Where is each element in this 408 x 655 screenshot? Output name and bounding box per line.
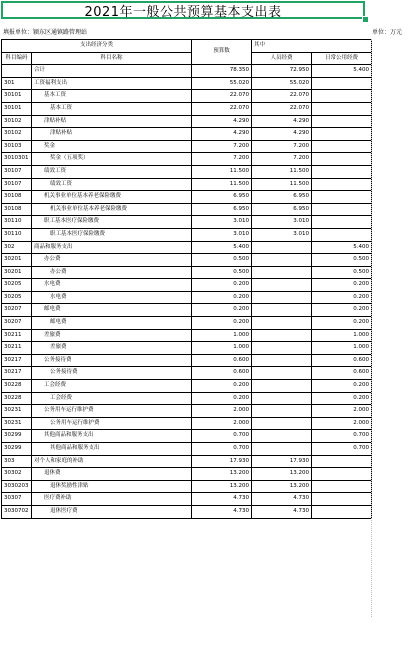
cell-code[interactable]: 3010301	[2, 153, 32, 166]
cell-name[interactable]: 退休奖励性津贴	[32, 480, 192, 493]
cell-budget[interactable]: 0.700	[192, 443, 252, 456]
table-body	[2, 65, 372, 518]
cell-personnel[interactable]	[252, 254, 312, 267]
table-row	[2, 279, 372, 292]
cell-public[interactable]	[312, 468, 372, 481]
cell-name[interactable]: 其他商品和服务支出	[32, 443, 192, 456]
cell-public[interactable]: 2.000	[312, 405, 372, 418]
cell-name[interactable]: 绩效工资	[32, 165, 192, 178]
cell-budget[interactable]: 0.700	[192, 430, 252, 443]
cell-personnel[interactable]: 3.010	[252, 216, 312, 229]
header-of-which[interactable]: 其中	[252, 40, 372, 53]
cell-budget[interactable]: 4.290	[192, 128, 252, 141]
table-row	[2, 380, 372, 393]
sheet-gridline	[371, 39, 372, 617]
cell-personnel[interactable]: 4.730	[252, 505, 312, 518]
cell-code[interactable]: 30228	[2, 380, 32, 393]
table-row	[2, 140, 372, 153]
fill-handle[interactable]	[362, 16, 369, 23]
cell-code[interactable]: 3030203	[2, 480, 32, 493]
cell-personnel[interactable]	[252, 304, 312, 317]
cell-personnel[interactable]	[252, 380, 312, 393]
cell-personnel[interactable]	[252, 405, 312, 418]
cell-budget[interactable]: 0.200	[192, 392, 252, 405]
cell-name[interactable]: 机关事业单位基本养老保险缴费	[32, 191, 192, 204]
cell-budget[interactable]: 78.350	[192, 65, 252, 78]
cell-code[interactable]: 30211	[2, 329, 32, 342]
cell-personnel[interactable]: 7.200	[252, 153, 312, 166]
cell-personnel[interactable]: 72.950	[252, 65, 312, 78]
cell-code[interactable]: 30302	[2, 468, 32, 481]
cell-code[interactable]: 30108	[2, 191, 32, 204]
cell-name[interactable]: 公务接待费	[32, 354, 192, 367]
table-row	[2, 468, 372, 481]
cell-personnel[interactable]	[252, 392, 312, 405]
cell-personnel[interactable]: 4.290	[252, 128, 312, 141]
table-row	[2, 128, 372, 141]
table-row	[2, 216, 372, 229]
cell-public[interactable]: 0.200	[312, 279, 372, 292]
cell-name[interactable]: 差旅费	[32, 342, 192, 355]
table-row	[2, 228, 372, 241]
cell-code[interactable]: 30101	[2, 90, 32, 103]
cell-code[interactable]: 302	[2, 241, 32, 254]
table-row	[2, 392, 372, 405]
cell-code[interactable]: 30205	[2, 291, 32, 304]
table-row	[2, 241, 372, 254]
cell-personnel[interactable]: 7.200	[252, 140, 312, 153]
cell-public[interactable]	[312, 203, 372, 216]
cell-public[interactable]	[312, 102, 372, 115]
cell-name[interactable]: 津贴补贴	[32, 115, 192, 128]
cell-personnel[interactable]: 6.950	[252, 191, 312, 204]
cell-budget[interactable]: 1.000	[192, 342, 252, 355]
cell-name[interactable]: 基本工资	[32, 90, 192, 103]
header-econ-class[interactable]: 支出经济分类	[2, 40, 192, 53]
table-row	[2, 317, 372, 330]
table-row	[2, 493, 372, 506]
cell-code[interactable]: 30108	[2, 203, 32, 216]
header-row-2	[2, 52, 372, 65]
table-row	[2, 115, 372, 128]
cell-name[interactable]: 津贴补贴	[32, 128, 192, 141]
cell-public[interactable]	[312, 455, 372, 468]
cell-budget[interactable]: 3.010	[192, 216, 252, 229]
cell-name[interactable]: 机关事业单位基本养老保险缴费	[32, 203, 192, 216]
cell-code[interactable]: 30228	[2, 392, 32, 405]
cell-public[interactable]	[312, 480, 372, 493]
cell-name[interactable]: 工会经费	[32, 380, 192, 393]
cell-budget[interactable]: 0.600	[192, 354, 252, 367]
cell-public[interactable]: 0.500	[312, 266, 372, 279]
cell-personnel[interactable]	[252, 367, 312, 380]
cell-name[interactable]: 邮电费	[32, 317, 192, 330]
cell-personnel[interactable]	[252, 266, 312, 279]
cell-name[interactable]: 奖金（五项奖）	[32, 153, 192, 166]
cell-budget[interactable]: 22.070	[192, 102, 252, 115]
cell-code[interactable]: 30217	[2, 367, 32, 380]
table-row	[2, 455, 372, 468]
cell-budget[interactable]: 0.200	[192, 279, 252, 292]
cell-public[interactable]: 2.000	[312, 417, 372, 430]
cell-public[interactable]: 1.000	[312, 342, 372, 355]
cell-name[interactable]: 商品和服务支出	[32, 241, 192, 254]
cell-budget[interactable]: 0.500	[192, 266, 252, 279]
cell-name[interactable]: 办公费	[32, 266, 192, 279]
budget-table	[1, 39, 372, 519]
cell-public[interactable]	[312, 493, 372, 506]
cell-public[interactable]: 5.400	[312, 241, 372, 254]
table-row	[2, 65, 372, 78]
cell-code[interactable]: 30201	[2, 254, 32, 267]
cell-budget[interactable]: 4.730	[192, 505, 252, 518]
cell-code[interactable]	[2, 65, 32, 78]
sheet-title: 2021年一般公共预算基本支出表	[84, 4, 282, 20]
cell-personnel[interactable]: 6.950	[252, 203, 312, 216]
cell-code[interactable]: 30231	[2, 405, 32, 418]
table-row	[2, 153, 372, 166]
table-row	[2, 254, 372, 267]
table-row	[2, 480, 372, 493]
table-row	[2, 291, 372, 304]
cell-personnel[interactable]: 4.730	[252, 493, 312, 506]
cell-budget[interactable]: 1.000	[192, 329, 252, 342]
cell-budget[interactable]: 0.200	[192, 317, 252, 330]
table-row	[2, 417, 372, 430]
cell-public[interactable]	[312, 191, 372, 204]
cell-name[interactable]: 邮电费	[32, 304, 192, 317]
cell-code[interactable]: 3030702	[2, 505, 32, 518]
cell-name[interactable]: 公务用车运行维护费	[32, 405, 192, 418]
cell-personnel[interactable]	[252, 417, 312, 430]
cell-name[interactable]: 公务接待费	[32, 367, 192, 380]
cell-code[interactable]: 30231	[2, 417, 32, 430]
cell-budget[interactable]: 7.200	[192, 153, 252, 166]
cell-personnel[interactable]	[252, 342, 312, 355]
table-row	[2, 102, 372, 115]
cell-personnel[interactable]: 11.500	[252, 178, 312, 191]
cell-budget[interactable]: 0.200	[192, 380, 252, 393]
cell-code[interactable]: 301	[2, 77, 32, 90]
cell-name[interactable]: 医疗费补助	[32, 493, 192, 506]
cell-code[interactable]: 30205	[2, 279, 32, 292]
table-row	[2, 354, 372, 367]
cell-budget[interactable]: 2.000	[192, 417, 252, 430]
cell-budget[interactable]: 0.500	[192, 254, 252, 267]
cell-code[interactable]: 30207	[2, 317, 32, 330]
cell-personnel[interactable]: 4.290	[252, 115, 312, 128]
cell-personnel[interactable]: 55.020	[252, 77, 312, 90]
header-personnel[interactable]: 人员经费	[252, 52, 312, 65]
cell-personnel[interactable]	[252, 317, 312, 330]
table-row	[2, 443, 372, 456]
cell-code[interactable]: 30110	[2, 228, 32, 241]
cell-personnel[interactable]: 17.930	[252, 455, 312, 468]
cell-name[interactable]: 水电费	[32, 291, 192, 304]
cell-public[interactable]	[312, 505, 372, 518]
header-code[interactable]: 科目编码	[2, 52, 32, 65]
cell-budget[interactable]: 7.200	[192, 140, 252, 153]
cell-name[interactable]: 其他商品和服务支出	[32, 430, 192, 443]
cell-personnel[interactable]	[252, 329, 312, 342]
cell-personnel[interactable]	[252, 241, 312, 254]
table-row	[2, 191, 372, 204]
cell-public[interactable]	[312, 77, 372, 90]
cell-public[interactable]: 0.200	[312, 291, 372, 304]
cell-public[interactable]: 0.200	[312, 380, 372, 393]
cell-public[interactable]: 0.200	[312, 392, 372, 405]
cell-code[interactable]: 30211	[2, 342, 32, 355]
cell-budget[interactable]: 13.200	[192, 468, 252, 481]
cell-personnel[interactable]	[252, 279, 312, 292]
cell-personnel[interactable]: 11.500	[252, 165, 312, 178]
cell-budget[interactable]: 13.200	[192, 480, 252, 493]
cell-budget[interactable]: 6.950	[192, 203, 252, 216]
cell-name[interactable]: 水电费	[32, 279, 192, 292]
cell-personnel[interactable]	[252, 443, 312, 456]
cell-name[interactable]: 职工基本医疗保险缴费	[32, 228, 192, 241]
cell-code[interactable]: 30217	[2, 354, 32, 367]
cell-public[interactable]: 0.600	[312, 367, 372, 380]
cell-name[interactable]: 公务用车运行维护费	[32, 417, 192, 430]
cell-code[interactable]: 30101	[2, 102, 32, 115]
table-row	[2, 203, 372, 216]
cell-name[interactable]: 基本工资	[32, 102, 192, 115]
table-row	[2, 505, 372, 518]
cell-budget[interactable]: 11.500	[192, 178, 252, 191]
cell-name[interactable]: 奖金	[32, 140, 192, 153]
cell-name[interactable]: 对个人和家庭的补助	[32, 455, 192, 468]
cell-budget[interactable]: 4.730	[192, 493, 252, 506]
cell-personnel[interactable]: 3.010	[252, 228, 312, 241]
cell-budget[interactable]: 4.290	[192, 115, 252, 128]
cell-public[interactable]: 0.700	[312, 443, 372, 456]
cell-personnel[interactable]	[252, 291, 312, 304]
cell-personnel[interactable]: 22.070	[252, 90, 312, 103]
cell-budget[interactable]: 3.010	[192, 228, 252, 241]
reporting-unit: 填报单位：颍东区通镇路管理站	[3, 29, 88, 36]
cell-name[interactable]: 退休费	[32, 468, 192, 481]
cell-public[interactable]	[312, 165, 372, 178]
cell-personnel[interactable]	[252, 430, 312, 443]
cell-personnel[interactable]: 22.070	[252, 102, 312, 115]
cell-personnel[interactable]: 13.200	[252, 468, 312, 481]
cell-code[interactable]: 30107	[2, 178, 32, 191]
cell-budget[interactable]: 0.200	[192, 304, 252, 317]
cell-personnel[interactable]	[252, 354, 312, 367]
cell-personnel[interactable]: 13.200	[252, 480, 312, 493]
table-row	[2, 342, 372, 355]
cell-code[interactable]: 30307	[2, 493, 32, 506]
cell-code[interactable]: 30102	[2, 115, 32, 128]
cell-code[interactable]: 30107	[2, 165, 32, 178]
table-row	[2, 367, 372, 380]
cell-public[interactable]: 0.600	[312, 354, 372, 367]
cell-public[interactable]	[312, 140, 372, 153]
cell-name[interactable]: 职工基本医疗保险缴费	[32, 216, 192, 229]
table-row	[2, 165, 372, 178]
cell-code[interactable]: 30207	[2, 304, 32, 317]
cell-public[interactable]	[312, 178, 372, 191]
cell-budget[interactable]: 0.600	[192, 367, 252, 380]
cell-public[interactable]: 0.200	[312, 317, 372, 330]
cell-public[interactable]	[312, 115, 372, 128]
table-row	[2, 178, 372, 191]
cell-public[interactable]: 0.200	[312, 304, 372, 317]
cell-name[interactable]: 合计	[32, 65, 192, 78]
cell-public[interactable]: 0.700	[312, 430, 372, 443]
cell-public[interactable]	[312, 228, 372, 241]
cell-code[interactable]: 30110	[2, 216, 32, 229]
table-row	[2, 329, 372, 342]
cell-code[interactable]: 30201	[2, 266, 32, 279]
cell-code[interactable]: 30299	[2, 443, 32, 456]
cell-public[interactable]: 1.000	[312, 329, 372, 342]
cell-budget[interactable]: 5.400	[192, 241, 252, 254]
sheet-title-cell[interactable]	[1, 1, 365, 19]
cell-budget[interactable]: 17.930	[192, 455, 252, 468]
cell-budget[interactable]: 6.950	[192, 191, 252, 204]
table-row	[2, 90, 372, 103]
currency-unit: 单位：万元	[371, 29, 402, 36]
table-row	[2, 405, 372, 418]
cell-name[interactable]: 绩效工资	[32, 178, 192, 191]
cell-budget[interactable]: 0.200	[192, 291, 252, 304]
cell-public[interactable]	[312, 153, 372, 166]
table-row	[2, 430, 372, 443]
cell-name[interactable]: 工资福利支出	[32, 77, 192, 90]
cell-name[interactable]: 退休医疗费	[32, 505, 192, 518]
cell-public[interactable]	[312, 216, 372, 229]
cell-public[interactable]	[312, 90, 372, 103]
cell-budget[interactable]: 55.020	[192, 77, 252, 90]
table-row	[2, 266, 372, 279]
cell-budget[interactable]: 2.000	[192, 405, 252, 418]
header-name[interactable]: 科目名称	[32, 52, 192, 65]
header-public[interactable]: 日常公用经费	[312, 52, 372, 65]
cell-name[interactable]: 差旅费	[32, 329, 192, 342]
cell-budget[interactable]: 11.500	[192, 165, 252, 178]
header-row-1	[2, 40, 372, 53]
table-row	[2, 304, 372, 317]
cell-name[interactable]: 办公费	[32, 254, 192, 267]
cell-name[interactable]: 工会经费	[32, 392, 192, 405]
table-row	[2, 77, 372, 90]
cell-public[interactable]: 0.500	[312, 254, 372, 267]
cell-code[interactable]: 303	[2, 455, 32, 468]
cell-code[interactable]: 30103	[2, 140, 32, 153]
cell-budget[interactable]: 22.070	[192, 90, 252, 103]
cell-public[interactable]: 5.400	[312, 65, 372, 78]
cell-public[interactable]	[312, 128, 372, 141]
cell-code[interactable]: 30102	[2, 128, 32, 141]
cell-code[interactable]: 30299	[2, 430, 32, 443]
info-row	[3, 27, 402, 37]
header-budget[interactable]: 预算数	[192, 40, 252, 65]
